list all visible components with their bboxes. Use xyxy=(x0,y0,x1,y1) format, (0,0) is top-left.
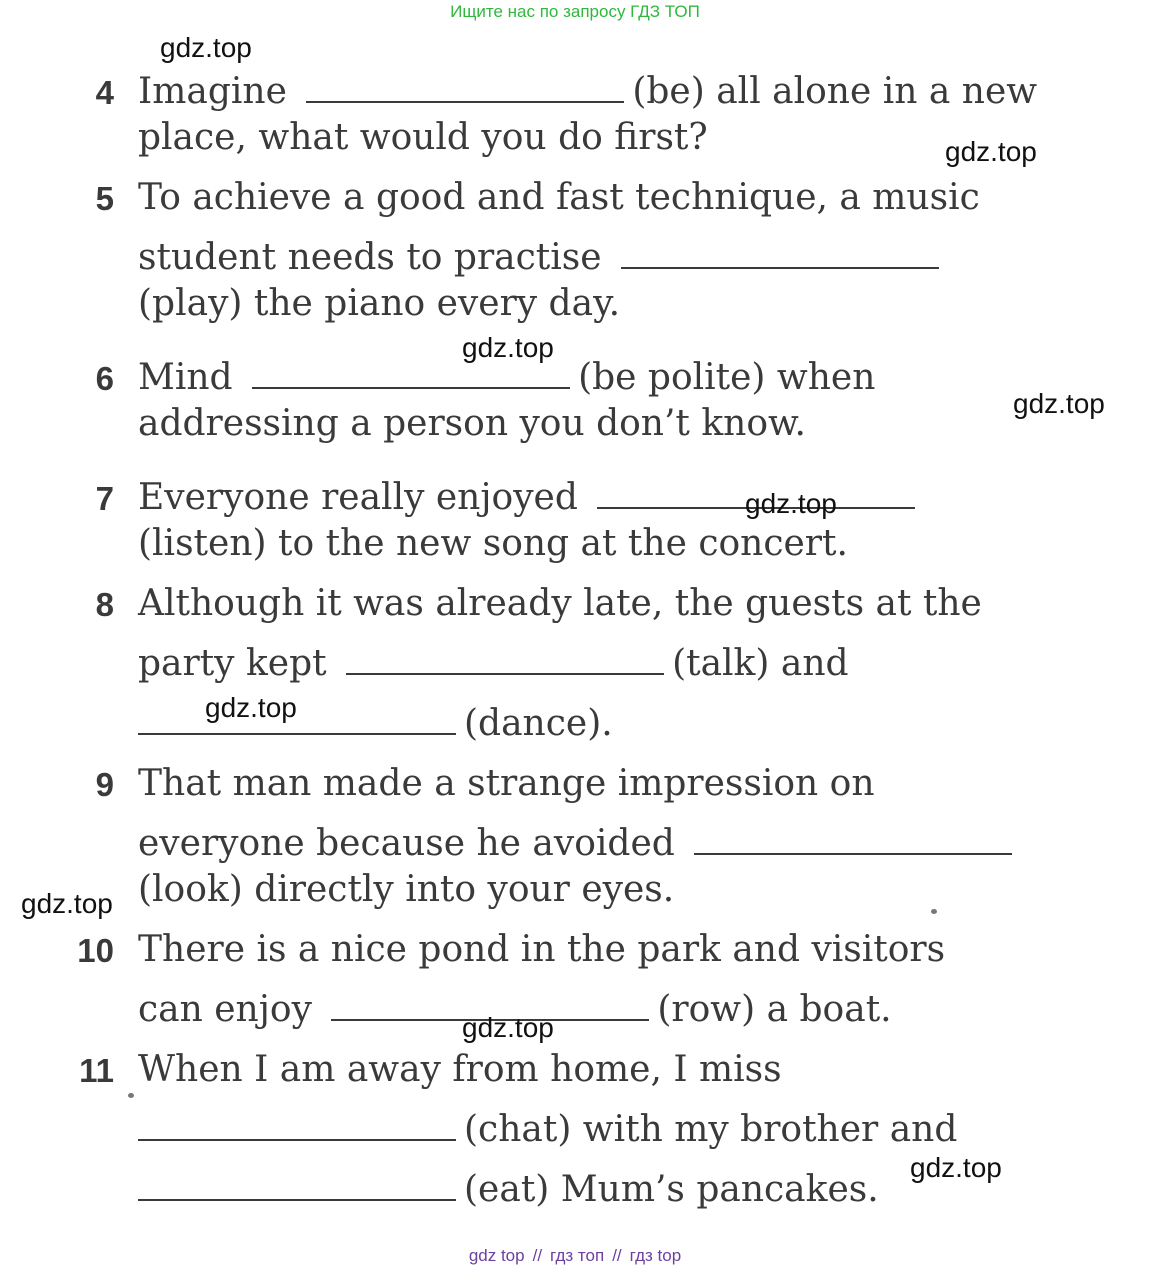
watermark: gdz.top xyxy=(205,692,297,723)
item-number: 8 xyxy=(95,586,114,623)
watermark: gdz.top xyxy=(1013,388,1105,419)
item-number: 9 xyxy=(95,766,114,803)
watermark: gdz.top xyxy=(462,1012,554,1043)
item-line: Everyone really enjoyed xyxy=(138,480,923,516)
watermark: gdz.top xyxy=(160,32,252,63)
item-line: (dance). xyxy=(138,706,613,742)
answer-blank[interactable] xyxy=(138,733,456,735)
answer-blank[interactable] xyxy=(694,853,1012,855)
item-line: addressing a person you don’t know. xyxy=(138,403,807,444)
watermark: gdz.top xyxy=(945,136,1037,167)
footer-link[interactable]: gdz top xyxy=(468,1246,525,1265)
answer-blank[interactable] xyxy=(346,673,664,675)
footer-separator: // xyxy=(532,1246,543,1265)
answer-blank[interactable] xyxy=(252,387,570,389)
item-number: 6 xyxy=(95,360,114,397)
answer-blank[interactable] xyxy=(138,1199,456,1201)
item-line: (eat) Mum’s pancakes. xyxy=(138,1172,879,1208)
item-line: To achieve a good and fast technique, a music xyxy=(138,177,980,218)
item-line: (listen) to the new song at the concert. xyxy=(138,523,848,564)
footer-separator: // xyxy=(612,1246,622,1265)
watermark: gdz.top xyxy=(745,488,837,519)
item-line: Although it was already late, the guests at the xyxy=(138,583,982,624)
item-line: party kept (talk) and xyxy=(138,643,849,684)
item-number: 10 xyxy=(77,932,114,969)
item-line: That man made a strange impression on xyxy=(138,763,875,804)
item-line: can enjoy (row) a boat. xyxy=(138,989,892,1030)
item-line: When I am away from home, I miss xyxy=(138,1049,782,1090)
footer-links xyxy=(0,1246,1150,1266)
item-line: Mind (be polite) when xyxy=(138,357,876,398)
scan-speck xyxy=(931,909,937,914)
footer-link[interactable]: гдз top xyxy=(629,1246,682,1265)
search-banner[interactable]: Ищите нас по запросу ГДЗ ТОП xyxy=(450,2,700,21)
item-number: 11 xyxy=(79,1052,114,1089)
watermark: gdz.top xyxy=(910,1152,1002,1183)
watermark: gdz.top xyxy=(21,888,113,919)
answer-blank[interactable] xyxy=(621,267,939,269)
item-line: place, what would you do first? xyxy=(138,117,708,158)
item-number: 4 xyxy=(95,74,114,111)
answer-blank[interactable] xyxy=(306,101,624,103)
item-line: (look) directly into your eyes. xyxy=(138,869,675,910)
footer-link[interactable]: гдз топ xyxy=(550,1246,605,1265)
item-line: student needs to practise xyxy=(138,240,947,276)
item-line: (play) the piano every day. xyxy=(138,283,621,324)
item-number: 5 xyxy=(95,180,114,217)
scan-speck xyxy=(128,1093,134,1098)
item-line: (chat) with my brother and xyxy=(138,1112,957,1148)
item-line: There is a nice pond in the park and visitors xyxy=(138,929,946,970)
item-number: 7 xyxy=(95,480,114,517)
watermark: gdz.top xyxy=(462,332,554,363)
item-line: Imagine (be) all alone in a new xyxy=(138,71,1038,112)
item-line: everyone because he avoided xyxy=(138,826,1020,862)
answer-blank[interactable] xyxy=(138,1139,456,1141)
